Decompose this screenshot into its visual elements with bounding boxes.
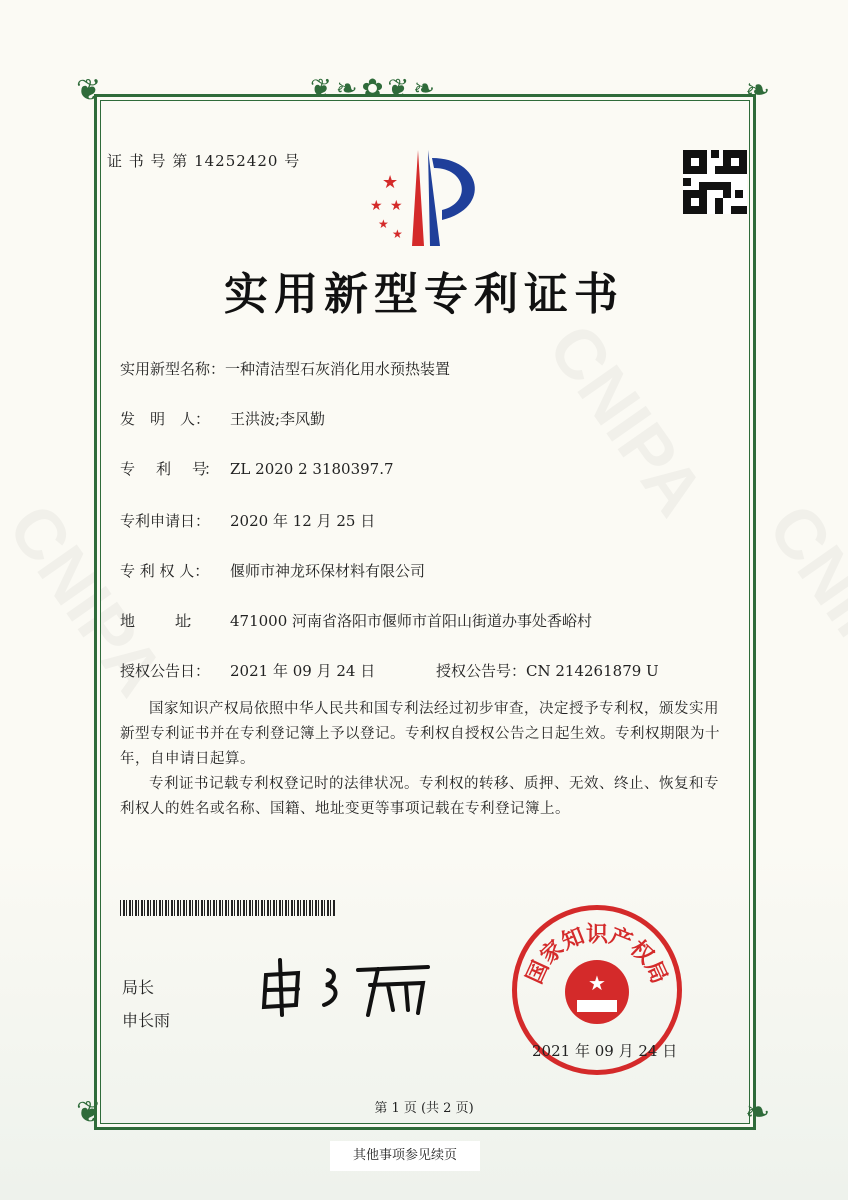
ornament-corner: ❧ xyxy=(745,1095,771,1130)
certificate-number: 证 书 号 第 14252420 号 xyxy=(107,152,301,170)
svg-text:国家知识产权局: 国家知识产权局 xyxy=(521,921,673,988)
svg-text:★: ★ xyxy=(588,971,606,995)
page-title: 实用新型专利证书 xyxy=(224,269,624,320)
handwritten-signature xyxy=(258,955,438,1020)
field-value: 471000 河南省洛阳市偃师市首阳山街道办事处香峪村 xyxy=(230,612,593,630)
field-value: 王洪波;李风勤 xyxy=(230,410,326,428)
field-patentee xyxy=(120,560,425,581)
svg-text:★: ★ xyxy=(390,198,403,214)
field-label: 授权公告号： xyxy=(436,662,527,680)
field-value: 2021 年 09 月 24 日 xyxy=(230,662,376,680)
page-indicator: 第 1 页 (共 2 页) xyxy=(374,1101,474,1116)
paragraph-grant: 国家知识产权局依照中华人民共和国专利法经过初步审查，决定授予专利权，颁发实用新型专利证书并在专利登记簿上予以登记。专利权自授权公告之日起生效。专利权期限为十年，自申请日起算。 xyxy=(120,701,720,767)
ornament-corner: ❦ xyxy=(76,73,102,108)
ornament-corner: ❦ xyxy=(76,1095,102,1130)
svg-text:★: ★ xyxy=(392,227,403,241)
paragraph-legal-status: 专利证书记载专利权登记时的法律状况。专利权的转移、质押、无效、终止、恢复和专利权人的姓名或名称、国籍、地址变更等事项记载在专利登记簿上。 xyxy=(120,776,719,817)
seal-date: 2021 年 09 月 24 日 xyxy=(532,1042,678,1060)
footer-note: 其他事项参见续页 xyxy=(330,1141,480,1171)
cnipa-logo xyxy=(362,148,492,248)
svg-text:★: ★ xyxy=(378,217,389,231)
field-value: 偃师市神龙环保材料有限公司 xyxy=(230,562,426,580)
field-label: 专 利 号： xyxy=(120,460,217,478)
qr-code xyxy=(683,150,747,214)
field-value: CN 214261879 U xyxy=(526,662,659,680)
watermark xyxy=(753,490,848,710)
field-label: 专利申请日： xyxy=(120,512,211,530)
field-label: 发 明 人： xyxy=(120,410,211,428)
signatory-name: 申长雨 xyxy=(122,1011,171,1030)
field-value: 一种清洁型石灰消化用水预热装置 xyxy=(225,360,451,378)
signatory-title: 局长 xyxy=(122,978,155,997)
ornament-top: ❦❧✿❦❧ xyxy=(310,74,439,104)
field-application-date xyxy=(120,510,375,531)
field-address xyxy=(120,610,592,631)
ornament-corner: ❧ xyxy=(745,73,771,108)
field-grant-date xyxy=(120,660,375,681)
field-label: 地 址： xyxy=(120,612,198,630)
field-value: ZL 2020 2 3180397.7 xyxy=(230,460,394,478)
field-patent-number xyxy=(120,458,394,479)
field-value: 2020 年 12 月 25 日 xyxy=(230,512,376,530)
field-announcement-number xyxy=(436,660,659,681)
field-label: 专 利 权 人： xyxy=(120,562,210,580)
field-inventors xyxy=(120,408,325,429)
svg-text:★: ★ xyxy=(370,198,383,214)
barcode xyxy=(120,900,336,916)
field-label: 授权公告日： xyxy=(120,662,211,680)
field-label: 实用新型名称： xyxy=(120,360,226,378)
svg-text:★: ★ xyxy=(382,172,399,193)
field-utility-model-name xyxy=(120,358,450,379)
